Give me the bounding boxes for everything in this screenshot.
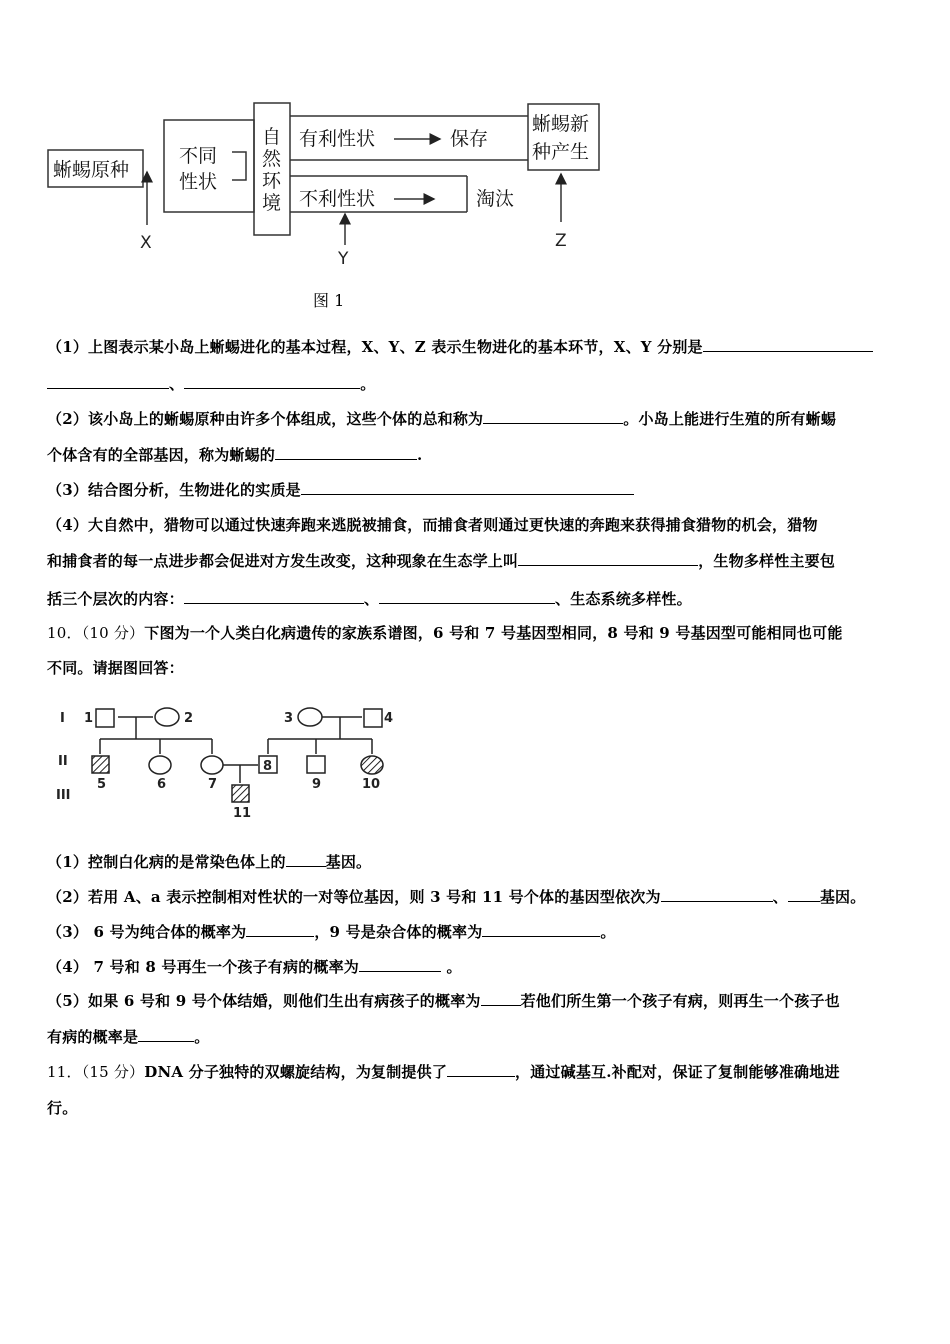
q9-line-7: [47, 550, 835, 571]
new-species-label-2: 种产生: [532, 141, 590, 163]
z-label: Z: [555, 231, 567, 251]
answer-blank[interactable]: [482, 921, 600, 937]
unfavorable-label: 不利性状: [299, 188, 376, 210]
individual-5: [92, 756, 109, 773]
answer-blank[interactable]: [47, 373, 169, 389]
answer-blank[interactable]: [301, 479, 634, 495]
answer-blank[interactable]: [359, 956, 441, 972]
id-11: 11: [233, 806, 252, 821]
q9-text-3a: （2）该小岛上的蜥蜴原种由许多个体组成，这些个体的总和称为: [47, 410, 484, 428]
q10-p2-end: 基因。: [819, 888, 866, 906]
q10-part-1: [47, 851, 371, 872]
q10-p5-mid: 若他们所生第一个孩子有病，则再生一个孩子也: [520, 992, 840, 1010]
individual-3: [298, 708, 322, 726]
figure-caption: 图 1: [313, 291, 345, 310]
eliminate-label: 淘汰: [476, 188, 515, 210]
q11-text-b: ，通过碱基互.补配对，保证了复制能够准确地进: [515, 1063, 840, 1081]
q9-line-1: [47, 336, 873, 357]
env-char-3: 环: [262, 170, 282, 192]
id-7: 7: [208, 777, 218, 792]
answer-blank[interactable]: [788, 886, 820, 902]
env-char-2: 然: [262, 148, 282, 170]
q11-text-a: DNA 分子独特的双螺旋结构，为复制提供了: [144, 1063, 448, 1081]
answer-blank[interactable]: [518, 550, 698, 566]
gen-label-I: I: [60, 711, 65, 726]
x-label: X: [140, 233, 152, 253]
q11-line-2: [47, 1097, 77, 1118]
q10-p2-text: （2）若用 A、a 表示控制相对性状的一对等位基因，则 3 号和 11 号个体的基因型依次为: [47, 888, 661, 906]
q9-text-7a: 和捕食者的每一点进步都会促进对方发生改变，这种现象在生态学上叫: [47, 552, 519, 570]
separator: 、: [363, 590, 380, 608]
period: 。: [441, 958, 462, 976]
q10-part-5b: [47, 1026, 209, 1047]
variation-label-2: 性状: [179, 171, 218, 193]
q10-p1-text: （1）控制白化病的是常染色体上的: [47, 853, 286, 871]
individual-9: [307, 756, 325, 773]
q9-line-3: [47, 408, 836, 429]
individual-11: [232, 785, 249, 802]
favorable-label: 有利性状: [299, 128, 376, 150]
answer-blank[interactable]: [703, 336, 873, 352]
origin-label: 蜥蜴原种: [53, 159, 130, 181]
q10-p5-text-2: 有病的概率是: [47, 1028, 139, 1046]
id-6: 6: [157, 777, 167, 792]
pedigree-chart: [0, 695, 950, 825]
question-number: 10．: [47, 624, 82, 642]
env-char-1: 自: [262, 126, 282, 148]
individual-1: [96, 709, 114, 727]
individual-4: [364, 709, 382, 727]
id-3: 3: [284, 711, 294, 726]
q9-line-5: [47, 479, 634, 500]
answer-blank[interactable]: [447, 1061, 515, 1077]
q9-line-8: [47, 588, 692, 609]
q9-text-5: （3）结合图分析，生物进化的实质是: [47, 481, 301, 499]
answer-blank[interactable]: [184, 373, 360, 389]
period: 。: [194, 1028, 210, 1046]
q10-part-5: [47, 990, 840, 1011]
id-1: 1: [84, 711, 94, 726]
q9-line-2: [47, 373, 375, 394]
answer-blank[interactable]: [286, 851, 326, 867]
evolution-diagram: [0, 0, 950, 320]
variation-label-1: 不同: [179, 145, 218, 167]
answer-blank[interactable]: [379, 588, 555, 604]
env-char-4: 境: [262, 192, 282, 214]
separator: 、: [169, 375, 185, 393]
period: 。: [360, 375, 376, 393]
q9-text-8b: 、生态系统多样性。: [555, 590, 692, 608]
q9-text-7b: ，生物多样性主要包: [698, 552, 836, 570]
q10-intro-1: [47, 622, 843, 643]
individual-7: [201, 756, 223, 774]
q10-text-2: 不同。请据图回答：: [47, 659, 184, 677]
gen-label-II: II: [58, 754, 68, 769]
id-8: 8: [263, 759, 273, 774]
question-score: （10 分）: [81, 624, 145, 642]
answer-blank[interactable]: [138, 1026, 194, 1042]
q9-text-3b: 。小岛上能进行生殖的所有蜥蜴: [623, 410, 837, 428]
answer-blank[interactable]: [184, 588, 364, 604]
answer-blank[interactable]: [481, 990, 521, 1006]
q9-text-4a: 个体含有的全部基因，称为蜥蜴的: [47, 446, 276, 464]
q10-part-3: [47, 921, 616, 942]
y-label: Y: [338, 249, 349, 269]
q9-text-1: （1）上图表示某小岛上蜥蜴进化的基本过程，X、Y、Z 表示生物进化的基本环节，X、Y 分别是: [47, 338, 703, 356]
q10-part-2: [47, 886, 865, 907]
answer-blank[interactable]: [661, 886, 773, 902]
q10-p1-end: 基因。: [325, 853, 372, 871]
question-number: 11．: [47, 1063, 82, 1081]
q9-line-4: [47, 444, 422, 465]
question-score: （15 分）: [81, 1063, 145, 1081]
q10-p4-text: （4） 7 号和 8 号再生一个孩子有病的概率为: [47, 958, 360, 976]
gen-label-III: III: [56, 788, 71, 803]
q9-text-4b: .: [417, 446, 423, 464]
id-4: 4: [384, 711, 394, 726]
separator: 、: [772, 888, 788, 906]
q9-text-6: （4）大自然中，猎物可以通过快速奔跑来逃脱被捕食，而捕食者则通过更快速的奔跑来获得捕食猎物的机会，猎物: [47, 516, 818, 534]
id-2: 2: [184, 711, 194, 726]
q10-p3-mid: ，9 号是杂合体的概率为: [314, 923, 483, 941]
q10-part-4: [47, 956, 462, 977]
id-10: 10: [362, 777, 381, 792]
q10-p5-text: （5）如果 6 号和 9 号个体结婚，则他们生出有病孩子的概率为: [47, 992, 481, 1010]
q11-text-c: 行。: [47, 1099, 78, 1117]
individual-2: [155, 708, 179, 726]
individual-6: [149, 756, 171, 774]
q9-text-8a: 括三个层次的内容：: [47, 590, 184, 608]
period: 。: [600, 923, 616, 941]
id-5: 5: [97, 777, 107, 792]
preserve-label: 保存: [450, 128, 489, 150]
q10-p3-text: （3） 6 号为纯合体的概率为: [47, 923, 247, 941]
q10-text-1: 下图为一个人类白化病遗传的家族系谱图，6 号和 7 号基因型相同，8 号和 9 号基因型可能相同也可能: [144, 624, 843, 642]
individual-10: [361, 756, 383, 774]
answer-blank[interactable]: [246, 921, 314, 937]
q10-intro-2: [47, 657, 184, 678]
new-species-label-1: 蜥蜴新: [532, 113, 590, 135]
q11-line-1: [47, 1061, 840, 1082]
q9-line-6: [47, 514, 818, 535]
id-9: 9: [312, 777, 322, 792]
answer-blank[interactable]: [483, 408, 623, 424]
answer-blank[interactable]: [275, 444, 417, 460]
